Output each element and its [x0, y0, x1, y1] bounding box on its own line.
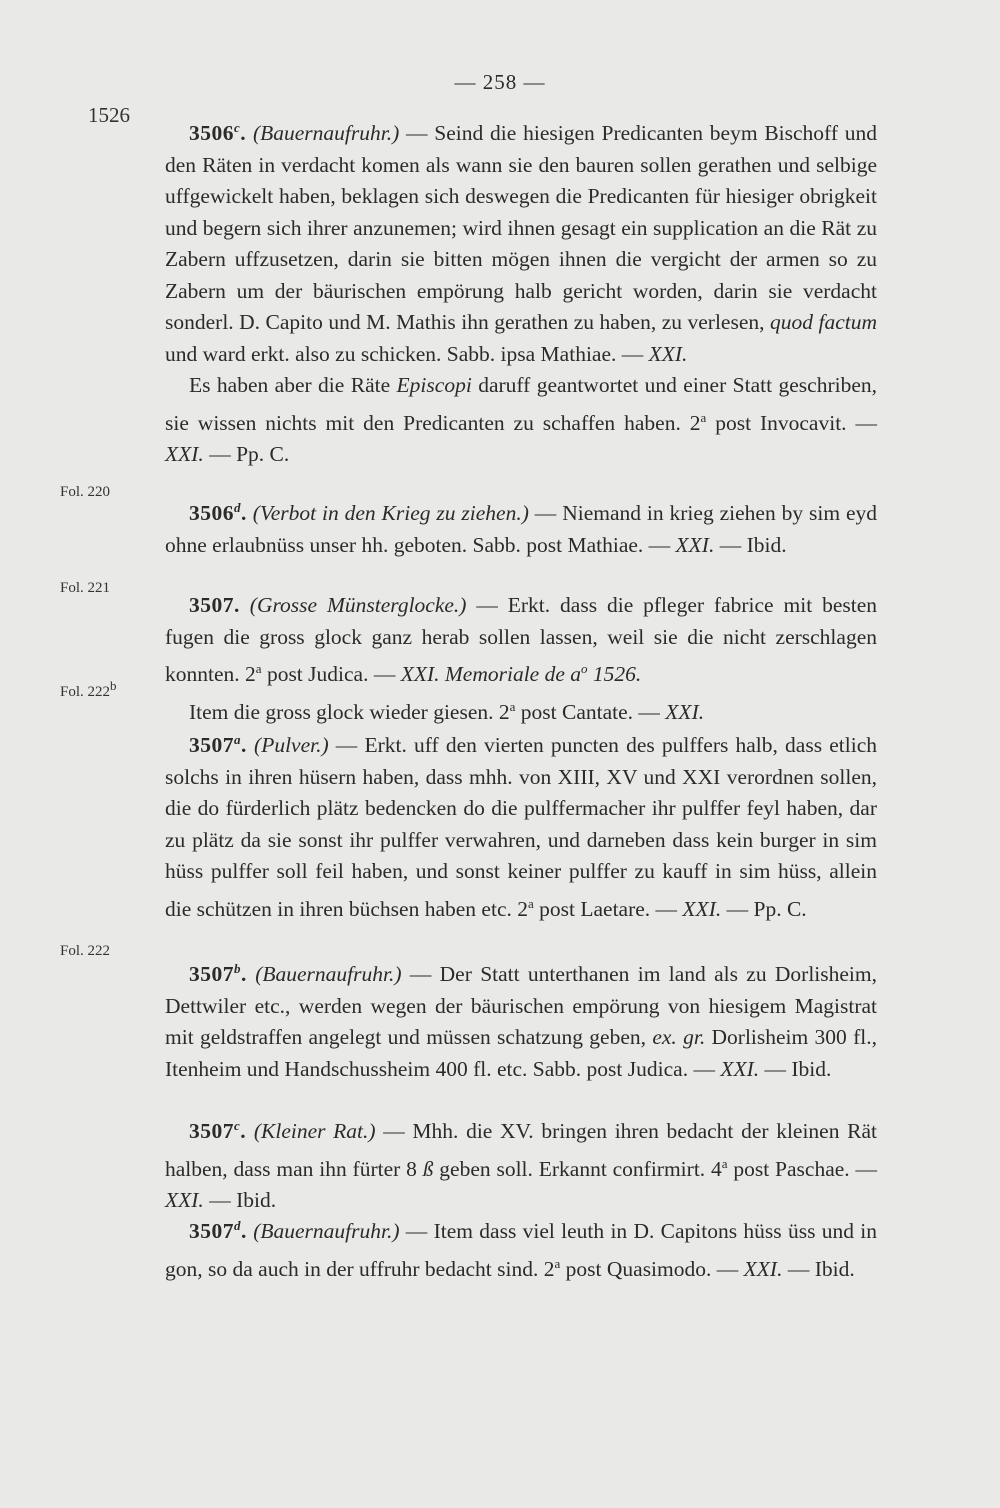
entry-title: (Bauernaufruhr.): [252, 121, 400, 146]
entry-3507-para-2: Item die gross glock wieder giesen. 2$^a$ post Cantate. — XXI.: [189, 698, 705, 724]
entry-number: 3506$^c$.: [189, 120, 247, 146]
page-number: — 258 —: [454, 70, 546, 94]
entry-3507b-para: 3507$^b$. (Bauernaufruhr.) — Der Statt unterthanen im land als zu Dorlisheim, Dettwiler etc., werden wegen der bäurischen empörung von hiesigem Magistrat mit geldstraffen angelegt und müssen schatzung geben, ex. gr. Dorlisheim 300 fl., Itenheim und Handschussheim 400 fl. etc. Sabb. post Judica. — XXI. — Ibid.: [165, 961, 878, 1081]
entry-3507b: [165, 953, 877, 1085]
entry-title: (Pulver.): [254, 733, 329, 758]
entry-number: 3507.: [189, 593, 240, 617]
margin-fol-220: Fol. 220: [60, 484, 111, 500]
entry-3506c-para-2: Es haben aber die Räte Episcopi daruff geantwortet und einer Statt geschriben, sie wissen nichts mit den Predicanten zu schaffen haben. 2$^a$ post Invocavit. — XXI. — Pp. C.: [165, 373, 878, 467]
entry-3507a-para: 3507$^a$. (Pulver.) — Erkt. uff den vierten puncten des pulffers halb, dass etlich solchs in ihren hüsern haben, dass mhh. von XIII, XV und XXI verordnen sollen, die do fürderlich plätz bedencken do die pulffermacher ihr pulffer feyl haben, dar zu plätz da sie sonst ihr pulffer verwahren, und darneben dass kein burger in sim hüss pulffer soll feil haben, und sonst keiner pulffer zu kauff in sim hüss, allein die schützen in ihren büchsen haben etc. 2$^a$ post Laetare. — XXI. — Pp. C.: [165, 732, 877, 921]
entry-title: (Bauernaufruhr.): [255, 962, 402, 987]
margin-fol-222b: Fol. 222$^b$: [60, 678, 117, 700]
entry-3506d-para: 3506$^d$. (Verbot in den Krieg zu ziehen.) — Niemand in krieg ziehen by sim eyd ohne erlaubnüss unser hh. geboten. Sabb. post Mathiae. — XXI. — Ibid.: [165, 500, 877, 557]
entry-3506d: [165, 492, 877, 561]
entry-number: 3506$^d$.: [189, 500, 247, 526]
entry-number: 3507$^b$.: [189, 961, 247, 987]
margin-fol-222: Fol. 222: [60, 943, 111, 959]
entry-3507-para-1: 3507. (Grosse Münsterglocke.) — Erkt. dass die pfleger fabrice mit besten fugen die gross glock ganz herab sollen lassen, weil sie die nicht zerschlagen konnten. 2$^a$ post Judica. — XXI. Memoriale de $a^o$ 1526.: [165, 593, 877, 687]
entry-3507: [165, 590, 877, 728]
entry-3507c: [165, 1110, 877, 1217]
entry-3506c: [165, 112, 877, 471]
entry-3507c-para: 3507$^c$. (Kleiner Rat.) — Mhh. die XV. bringen ihren bedacht der kleinen Rät halben, dass man ihn fürter 8 ß geben soll. Erkannt confirmirt. 4$^a$ post Paschae. — XXI. — Ibid.: [165, 1118, 878, 1213]
entry-title: (Kleiner Rat.): [253, 1119, 376, 1144]
entry-3507d: [165, 1210, 877, 1285]
entry-number: 3507$^c$.: [189, 1118, 247, 1144]
entry-number: 3507$^d$.: [189, 1218, 247, 1244]
entry-3507d-para: 3507$^d$. (Bauernaufruhr.) — Item dass viel leuth in D. Capitons hüss üss und in gon, so da auch in der uffruhr bedacht sind. 2$^a$ post Quasimodo. — XXI. — Ibid.: [165, 1218, 878, 1281]
entry-title: (Bauernaufruhr.): [253, 1219, 400, 1244]
margin-year: 1526: [88, 103, 130, 127]
entry-title: (Verbot in den Krieg zu ziehen.): [252, 501, 529, 526]
currency-symbol: ß: [422, 1156, 434, 1181]
entry-3507a: [165, 724, 877, 925]
entry-3506c-para-1: 3506$^c$. (Bauernaufruhr.) — Seind die hiesigen Predicanten beym Bischoff und den Räten in verdacht komen als wann sie den bauren sollen gerathen und selbige uffgewickelt haben, beklagen sich deswegen die Predicanten für hiesiger obrigkeit und begern sich ihrer anzunemen; wird ihnen gesagt ein supplication an die Rät zu Zabern uffzusetzen, darin sie bitten mögen ihnen die vergicht der armen so zu Zabern um der bäurischen empörung halb gericht worden, darin sie verdacht sonderl. D. Capito und M. Mathis ihn gerathen zu haben, zu verlesen, quod factum und ward erkt. also zu schicken. Sabb. ipsa Mathiae. — XXI.: [165, 120, 878, 366]
entry-title: (Grosse Münsterglocke.): [249, 593, 467, 617]
margin-fol-221: Fol. 221: [60, 580, 111, 596]
entry-number: 3507$^a$.: [189, 732, 247, 758]
